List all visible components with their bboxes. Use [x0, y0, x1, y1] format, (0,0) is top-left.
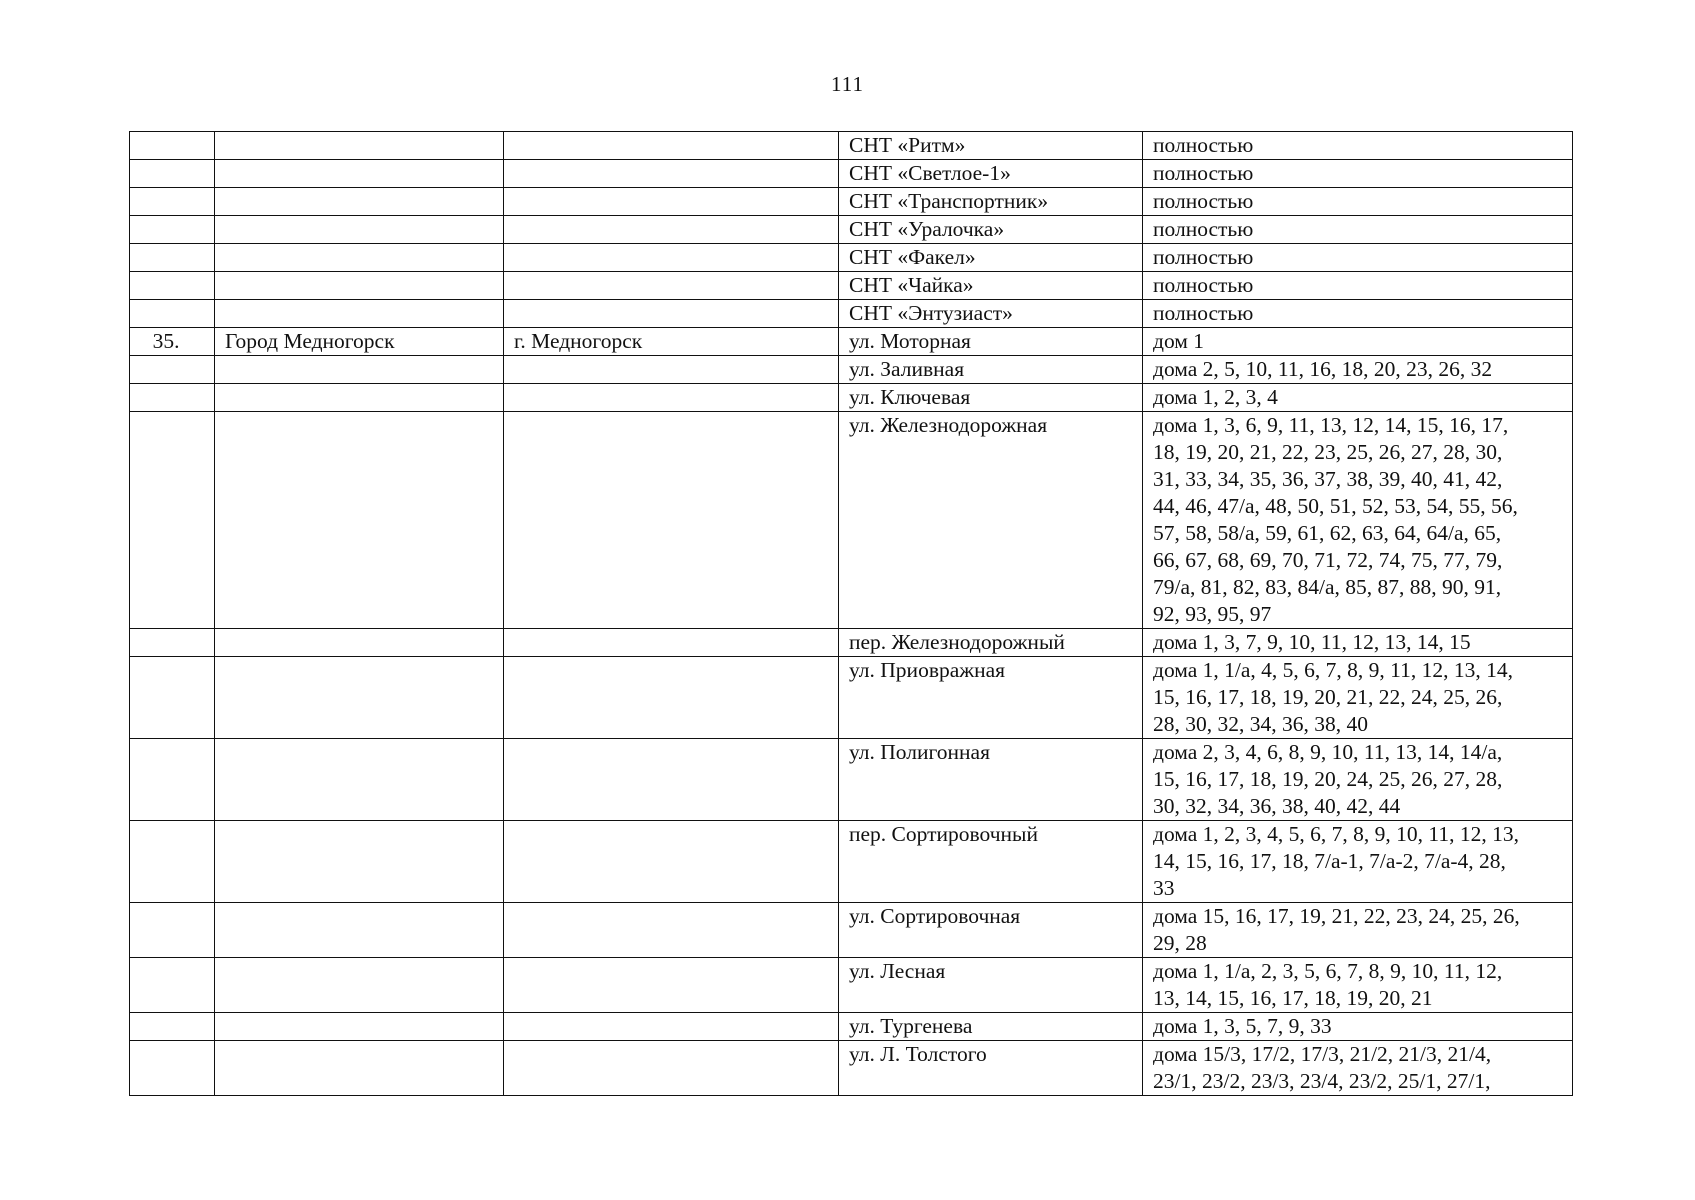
addresses-table — [129, 131, 1573, 1096]
settlement-cell — [504, 657, 839, 739]
houses-cell: дома 1, 3, 5, 7, 9, 33 — [1143, 1013, 1573, 1041]
settlement-cell: г. Медногорск — [504, 328, 839, 356]
page-number: 111 — [831, 72, 864, 96]
table-row — [130, 412, 1573, 629]
houses-cell: дома 15/3, 17/2, 17/3, 21/2, 21/3, 21/4, 23/1, 23/2, 23/3, 23/4, 23/2, 25/1, 27/1, — [1143, 1041, 1573, 1096]
table-row — [130, 958, 1573, 1013]
houses-cell: дом 1 — [1143, 328, 1573, 356]
object-cell: ул. Железнодорожная — [839, 412, 1143, 629]
district-cell — [215, 821, 504, 903]
houses-cell: дома 1, 2, 3, 4, 5, 6, 7, 8, 9, 10, 11, 12, 13, 14, 15, 16, 17, 18, 7/а-1, 7/а-2, 7/а-4, 28, 33 — [1143, 821, 1573, 903]
row-number-cell — [130, 244, 215, 272]
object-cell: СНТ «Факел» — [839, 244, 1143, 272]
object-cell: СНТ «Светлое-1» — [839, 160, 1143, 188]
row-number-cell — [130, 739, 215, 821]
houses-cell: дома 2, 3, 4, 6, 8, 9, 10, 11, 13, 14, 14/а, 15, 16, 17, 18, 19, 20, 24, 25, 26, 27, 28, 30, 32, 34, 36, 38, 40, 42, 44 — [1143, 739, 1573, 821]
settlement-cell — [504, 300, 839, 328]
row-number-cell — [130, 629, 215, 657]
row-number-cell — [130, 300, 215, 328]
row-number-cell — [130, 958, 215, 1013]
table-row — [130, 244, 1573, 272]
houses-cell: дома 1, 3, 6, 9, 11, 13, 12, 14, 15, 16, 17, 18, 19, 20, 21, 22, 23, 25, 26, 27, 28, 30, 31, 33, 34, 35, 36, 37, 38, 39, 40, 41, 42, 44, 46, 47/а, 48, 50, 51, 52, 53, 54, 55, 56, 57, 58, 58/а, 59, 61, 62, 63, 64, 64/а, 65, 66, 67, 68, 69, 70, 71, 72, 74, 75, 77, 79, 79/а, 81, 82, 83, 84/а, 85, 87, 88, 90, 91, 92, 93, 95, 97 — [1143, 412, 1573, 629]
table-row — [130, 629, 1573, 657]
district-cell — [215, 657, 504, 739]
district-cell — [215, 300, 504, 328]
object-cell: пер. Железнодорожный — [839, 629, 1143, 657]
settlement-cell — [504, 244, 839, 272]
settlement-cell — [504, 272, 839, 300]
houses-cell: дома 1, 2, 3, 4 — [1143, 384, 1573, 412]
houses-cell: полностью — [1143, 272, 1573, 300]
houses-cell: полностью — [1143, 300, 1573, 328]
district-cell — [215, 160, 504, 188]
table-row — [130, 739, 1573, 821]
district-cell — [215, 384, 504, 412]
district-cell — [215, 903, 504, 958]
table-row — [130, 903, 1573, 958]
district-cell — [215, 216, 504, 244]
row-number-cell — [130, 356, 215, 384]
object-cell: СНТ «Уралочка» — [839, 216, 1143, 244]
table-row — [130, 160, 1573, 188]
houses-cell: дома 15, 16, 17, 19, 21, 22, 23, 24, 25, 26, 29, 28 — [1143, 903, 1573, 958]
object-cell: СНТ «Ритм» — [839, 132, 1143, 160]
houses-cell: полностью — [1143, 244, 1573, 272]
district-cell — [215, 272, 504, 300]
table-row — [130, 1041, 1573, 1096]
district-cell — [215, 739, 504, 821]
row-number-cell — [130, 188, 215, 216]
houses-cell: дома 2, 5, 10, 11, 16, 18, 20, 23, 26, 32 — [1143, 356, 1573, 384]
row-number-cell — [130, 160, 215, 188]
table-body — [130, 132, 1573, 1096]
table-row — [130, 328, 1573, 356]
settlement-cell — [504, 160, 839, 188]
object-cell: ул. Ключевая — [839, 384, 1143, 412]
row-number-cell: 35. — [130, 328, 215, 356]
row-number-cell — [130, 132, 215, 160]
row-number-cell — [130, 821, 215, 903]
object-cell: ул. Л. Толстого — [839, 1041, 1143, 1096]
object-cell: пер. Сортировочный — [839, 821, 1143, 903]
table-row — [130, 821, 1573, 903]
settlement-cell — [504, 412, 839, 629]
object-cell: СНТ «Чайка» — [839, 272, 1143, 300]
settlement-cell — [504, 356, 839, 384]
object-cell: СНТ «Энтузиаст» — [839, 300, 1143, 328]
district-cell — [215, 958, 504, 1013]
object-cell: ул. Полигонная — [839, 739, 1143, 821]
settlement-cell — [504, 739, 839, 821]
settlement-cell — [504, 188, 839, 216]
settlement-cell — [504, 384, 839, 412]
object-cell: ул. Лесная — [839, 958, 1143, 1013]
settlement-cell — [504, 821, 839, 903]
settlement-cell — [504, 903, 839, 958]
object-cell: ул. Приовражная — [839, 657, 1143, 739]
row-number-cell — [130, 272, 215, 300]
district-cell — [215, 1013, 504, 1041]
houses-cell: полностью — [1143, 132, 1573, 160]
houses-cell: полностью — [1143, 188, 1573, 216]
table-row — [130, 216, 1573, 244]
row-number-cell — [130, 384, 215, 412]
table-row — [130, 356, 1573, 384]
district-cell — [215, 188, 504, 216]
settlement-cell — [504, 216, 839, 244]
table-row — [130, 384, 1573, 412]
row-number-cell — [130, 216, 215, 244]
row-number-cell — [130, 657, 215, 739]
district-cell — [215, 412, 504, 629]
settlement-cell — [504, 1041, 839, 1096]
table-row — [130, 188, 1573, 216]
table-row — [130, 300, 1573, 328]
houses-cell: дома 1, 3, 7, 9, 10, 11, 12, 13, 14, 15 — [1143, 629, 1573, 657]
row-number-cell — [130, 903, 215, 958]
object-cell: ул. Моторная — [839, 328, 1143, 356]
houses-cell: полностью — [1143, 160, 1573, 188]
row-number-cell — [130, 412, 215, 629]
settlement-cell — [504, 132, 839, 160]
table-row — [130, 657, 1573, 739]
table-row — [130, 132, 1573, 160]
district-cell — [215, 132, 504, 160]
houses-cell: полностью — [1143, 216, 1573, 244]
table-row — [130, 1013, 1573, 1041]
object-cell: ул. Заливная — [839, 356, 1143, 384]
settlement-cell — [504, 958, 839, 1013]
district-cell — [215, 356, 504, 384]
settlement-cell — [504, 629, 839, 657]
table-row — [130, 272, 1573, 300]
houses-cell: дома 1, 1/а, 4, 5, 6, 7, 8, 9, 11, 12, 13, 14, 15, 16, 17, 18, 19, 20, 21, 22, 24, 25, 26, 28, 30, 32, 34, 36, 38, 40 — [1143, 657, 1573, 739]
object-cell: ул. Тургенева — [839, 1013, 1143, 1041]
settlement-cell — [504, 1013, 839, 1041]
district-cell — [215, 1041, 504, 1096]
row-number-cell — [130, 1013, 215, 1041]
object-cell: ул. Сортировочная — [839, 903, 1143, 958]
district-cell — [215, 244, 504, 272]
district-cell — [215, 629, 504, 657]
district-cell: Город Медногорск — [215, 328, 504, 356]
houses-cell: дома 1, 1/а, 2, 3, 5, 6, 7, 8, 9, 10, 11, 12, 13, 14, 15, 16, 17, 18, 19, 20, 21 — [1143, 958, 1573, 1013]
object-cell: СНТ «Транспортник» — [839, 188, 1143, 216]
row-number-cell — [130, 1041, 215, 1096]
